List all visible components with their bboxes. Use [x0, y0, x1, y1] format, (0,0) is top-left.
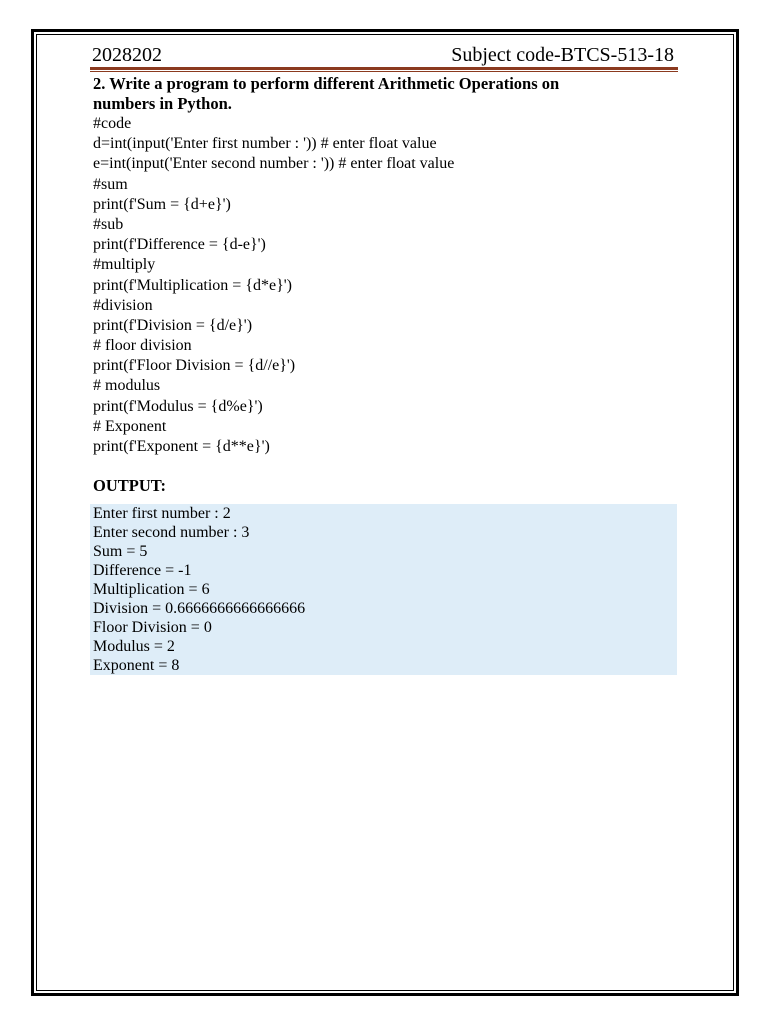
code-line: print(f'Sum = {d+e}'): [93, 195, 231, 213]
output-line: Difference = -1: [93, 562, 192, 579]
output-line: Sum = 5: [93, 543, 148, 560]
code-line: e=int(input('Enter second number : ')) # enter float value: [93, 155, 455, 173]
output-line: Enter second number : 3: [93, 524, 250, 541]
code-line: #sum: [93, 175, 128, 193]
code-line: print(f'Division = {d/e}'): [93, 316, 253, 334]
header-divider-thick: [90, 67, 678, 70]
question-line-1: 2. Write a program to perform different Arithmetic Operations on: [93, 74, 560, 93]
output-lines: [93, 504, 677, 675]
code-listing: [93, 114, 673, 457]
code-line: print(f'Multiplication = {d*e}'): [93, 276, 292, 294]
roll-number: 2028202: [92, 44, 162, 66]
code-line: print(f'Difference = {d-e}'): [93, 236, 266, 254]
code-line: d=int(input('Enter first number : ')) # enter float value: [93, 135, 437, 153]
output-line: Division = 0.6666666666666666: [93, 600, 306, 617]
code-line: print(f'Exponent = {d**e}'): [93, 438, 270, 455]
code-line: # modulus: [93, 377, 161, 395]
question-line-2: numbers in Python.: [93, 94, 232, 113]
question-heading: [93, 74, 673, 114]
subject-code: Subject code-BTCS-513-18: [451, 44, 674, 66]
code-line: print(f'Floor Division = {d//e}'): [93, 357, 296, 375]
output-title: OUTPUT:: [93, 476, 167, 495]
output-line: Modulus = 2: [93, 638, 175, 655]
code-line: #division: [93, 296, 153, 314]
output-line: Enter first number : 2: [93, 505, 231, 522]
output-panel: [90, 504, 677, 675]
code-line: print(f'Modulus = {d%e}'): [93, 397, 263, 415]
code-line: #multiply: [93, 256, 156, 274]
header-divider-thin: [90, 71, 678, 72]
output-line: Exponent = 8: [93, 657, 180, 674]
code-line: #code: [93, 115, 132, 132]
output-line: Multiplication = 6: [93, 581, 210, 598]
code-line: # floor division: [93, 337, 192, 355]
output-line: Floor Division = 0: [93, 619, 212, 636]
code-line: #sub: [93, 215, 124, 233]
page-header: [92, 42, 678, 68]
code-line: # Exponent: [93, 417, 167, 435]
